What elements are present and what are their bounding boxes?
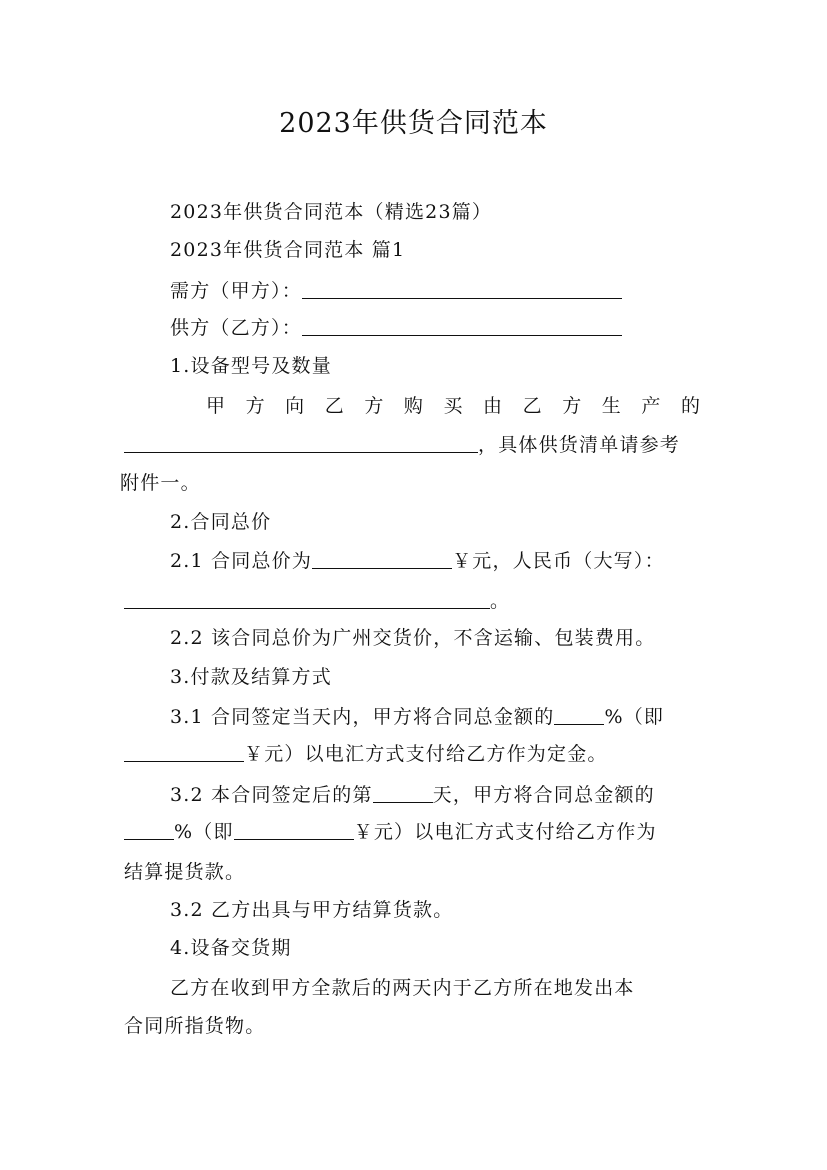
section-1-body-char: 产 (641, 395, 661, 417)
section-1-body-char: 生 (601, 395, 621, 417)
section-3-heading: 3.付款及结算方式 (170, 666, 332, 688)
clause-3-2-text-d: ￥元）以电汇方式支付给乙方作为 (353, 821, 657, 843)
product-blank[interactable] (124, 430, 478, 453)
clause-3-1 (170, 701, 710, 733)
section-4-body: 乙方在收到甲方全款后的两天内于乙方所在地发出本 (170, 977, 635, 999)
section-1-body-char: 的 (680, 395, 700, 417)
total-price-blank[interactable] (312, 546, 452, 569)
section-1-body-char: 方 (245, 395, 265, 417)
supplier-blank[interactable] (302, 313, 622, 336)
section-4-heading: 4.设备交货期 (170, 937, 292, 959)
buyer-blank[interactable] (302, 276, 622, 299)
clause-2-1-text-a: 2.1 合同总价为 (170, 550, 313, 572)
section-1-body-tail: ，具体供货清单请参考 (478, 434, 681, 456)
section-1-body-char: 乙 (522, 395, 542, 417)
section-1-body-line-2 (124, 429, 704, 461)
settlement-percent-blank[interactable] (124, 817, 174, 840)
clause-2-1-end: 。 (490, 590, 511, 612)
clause-3-1-text-c: ￥元）以电汇方式支付给乙方作为定金。 (244, 743, 608, 765)
clause-3-2 (170, 779, 710, 811)
clause-2-1-text-b: ￥元，人民币（大写）： (452, 550, 665, 572)
supplier-line (170, 312, 710, 344)
section-1-body-char: 购 (403, 395, 423, 417)
document-title: 2023年供货合同范本 (279, 108, 548, 139)
collection-heading: 2023年供货合同范本（精选23篇） (170, 201, 493, 223)
section-1-body-char: 由 (483, 395, 503, 417)
price-in-words-blank[interactable] (124, 586, 490, 609)
clause-3-2-text-c: %（即 (174, 821, 234, 843)
section-1-body-justified (206, 390, 700, 422)
section-1-body-char: 甲 (206, 395, 226, 417)
section-4-body-end: 合同所指货物。 (124, 1015, 266, 1037)
clause-3-3: 3.2 乙方出具与甲方结算货款。 (170, 899, 454, 921)
clause-3-2-text-a: 3.2 本合同签定后的第 (170, 784, 373, 806)
clause-3-1-text-b: %（即 (604, 706, 665, 728)
clause-3-1-line-2 (124, 738, 704, 770)
section-2-heading: 2.合同总价 (170, 511, 272, 533)
settlement-amount-blank[interactable] (234, 817, 354, 840)
clause-2-1 (170, 545, 710, 577)
clause-3-2-end: 结算提货款。 (124, 861, 246, 883)
clause-3-1-text-a: 3.1 合同签定当天内，甲方将合同总金额的 (170, 706, 555, 728)
clause-2-1-line-2 (124, 585, 704, 617)
clause-2-2: 2.2 该合同总价为广州交货价，不含运输、包装费用。 (170, 627, 656, 649)
piece-heading: 2023年供货合同范本 篇1 (170, 239, 406, 261)
section-1-body-char: 方 (364, 395, 384, 417)
buyer-line (170, 275, 710, 307)
clause-3-2-text-b: 天，甲方将合同总金额的 (432, 784, 655, 806)
days-blank[interactable] (373, 780, 433, 803)
section-1-body-char: 乙 (324, 395, 344, 417)
section-1-heading: 1.设备型号及数量 (170, 355, 332, 377)
section-1-body-char: 方 (562, 395, 582, 417)
supplier-label: 供方（乙方）： (170, 317, 302, 339)
deposit-amount-blank[interactable] (124, 739, 244, 762)
section-1-body-char: 买 (443, 395, 463, 417)
section-1-body-end: 附件一。 (120, 472, 201, 494)
clause-3-2-line-2 (124, 816, 704, 848)
deposit-percent-blank[interactable] (554, 702, 604, 725)
buyer-label: 需方（甲方）： (170, 280, 302, 302)
section-1-body-char: 向 (285, 395, 305, 417)
